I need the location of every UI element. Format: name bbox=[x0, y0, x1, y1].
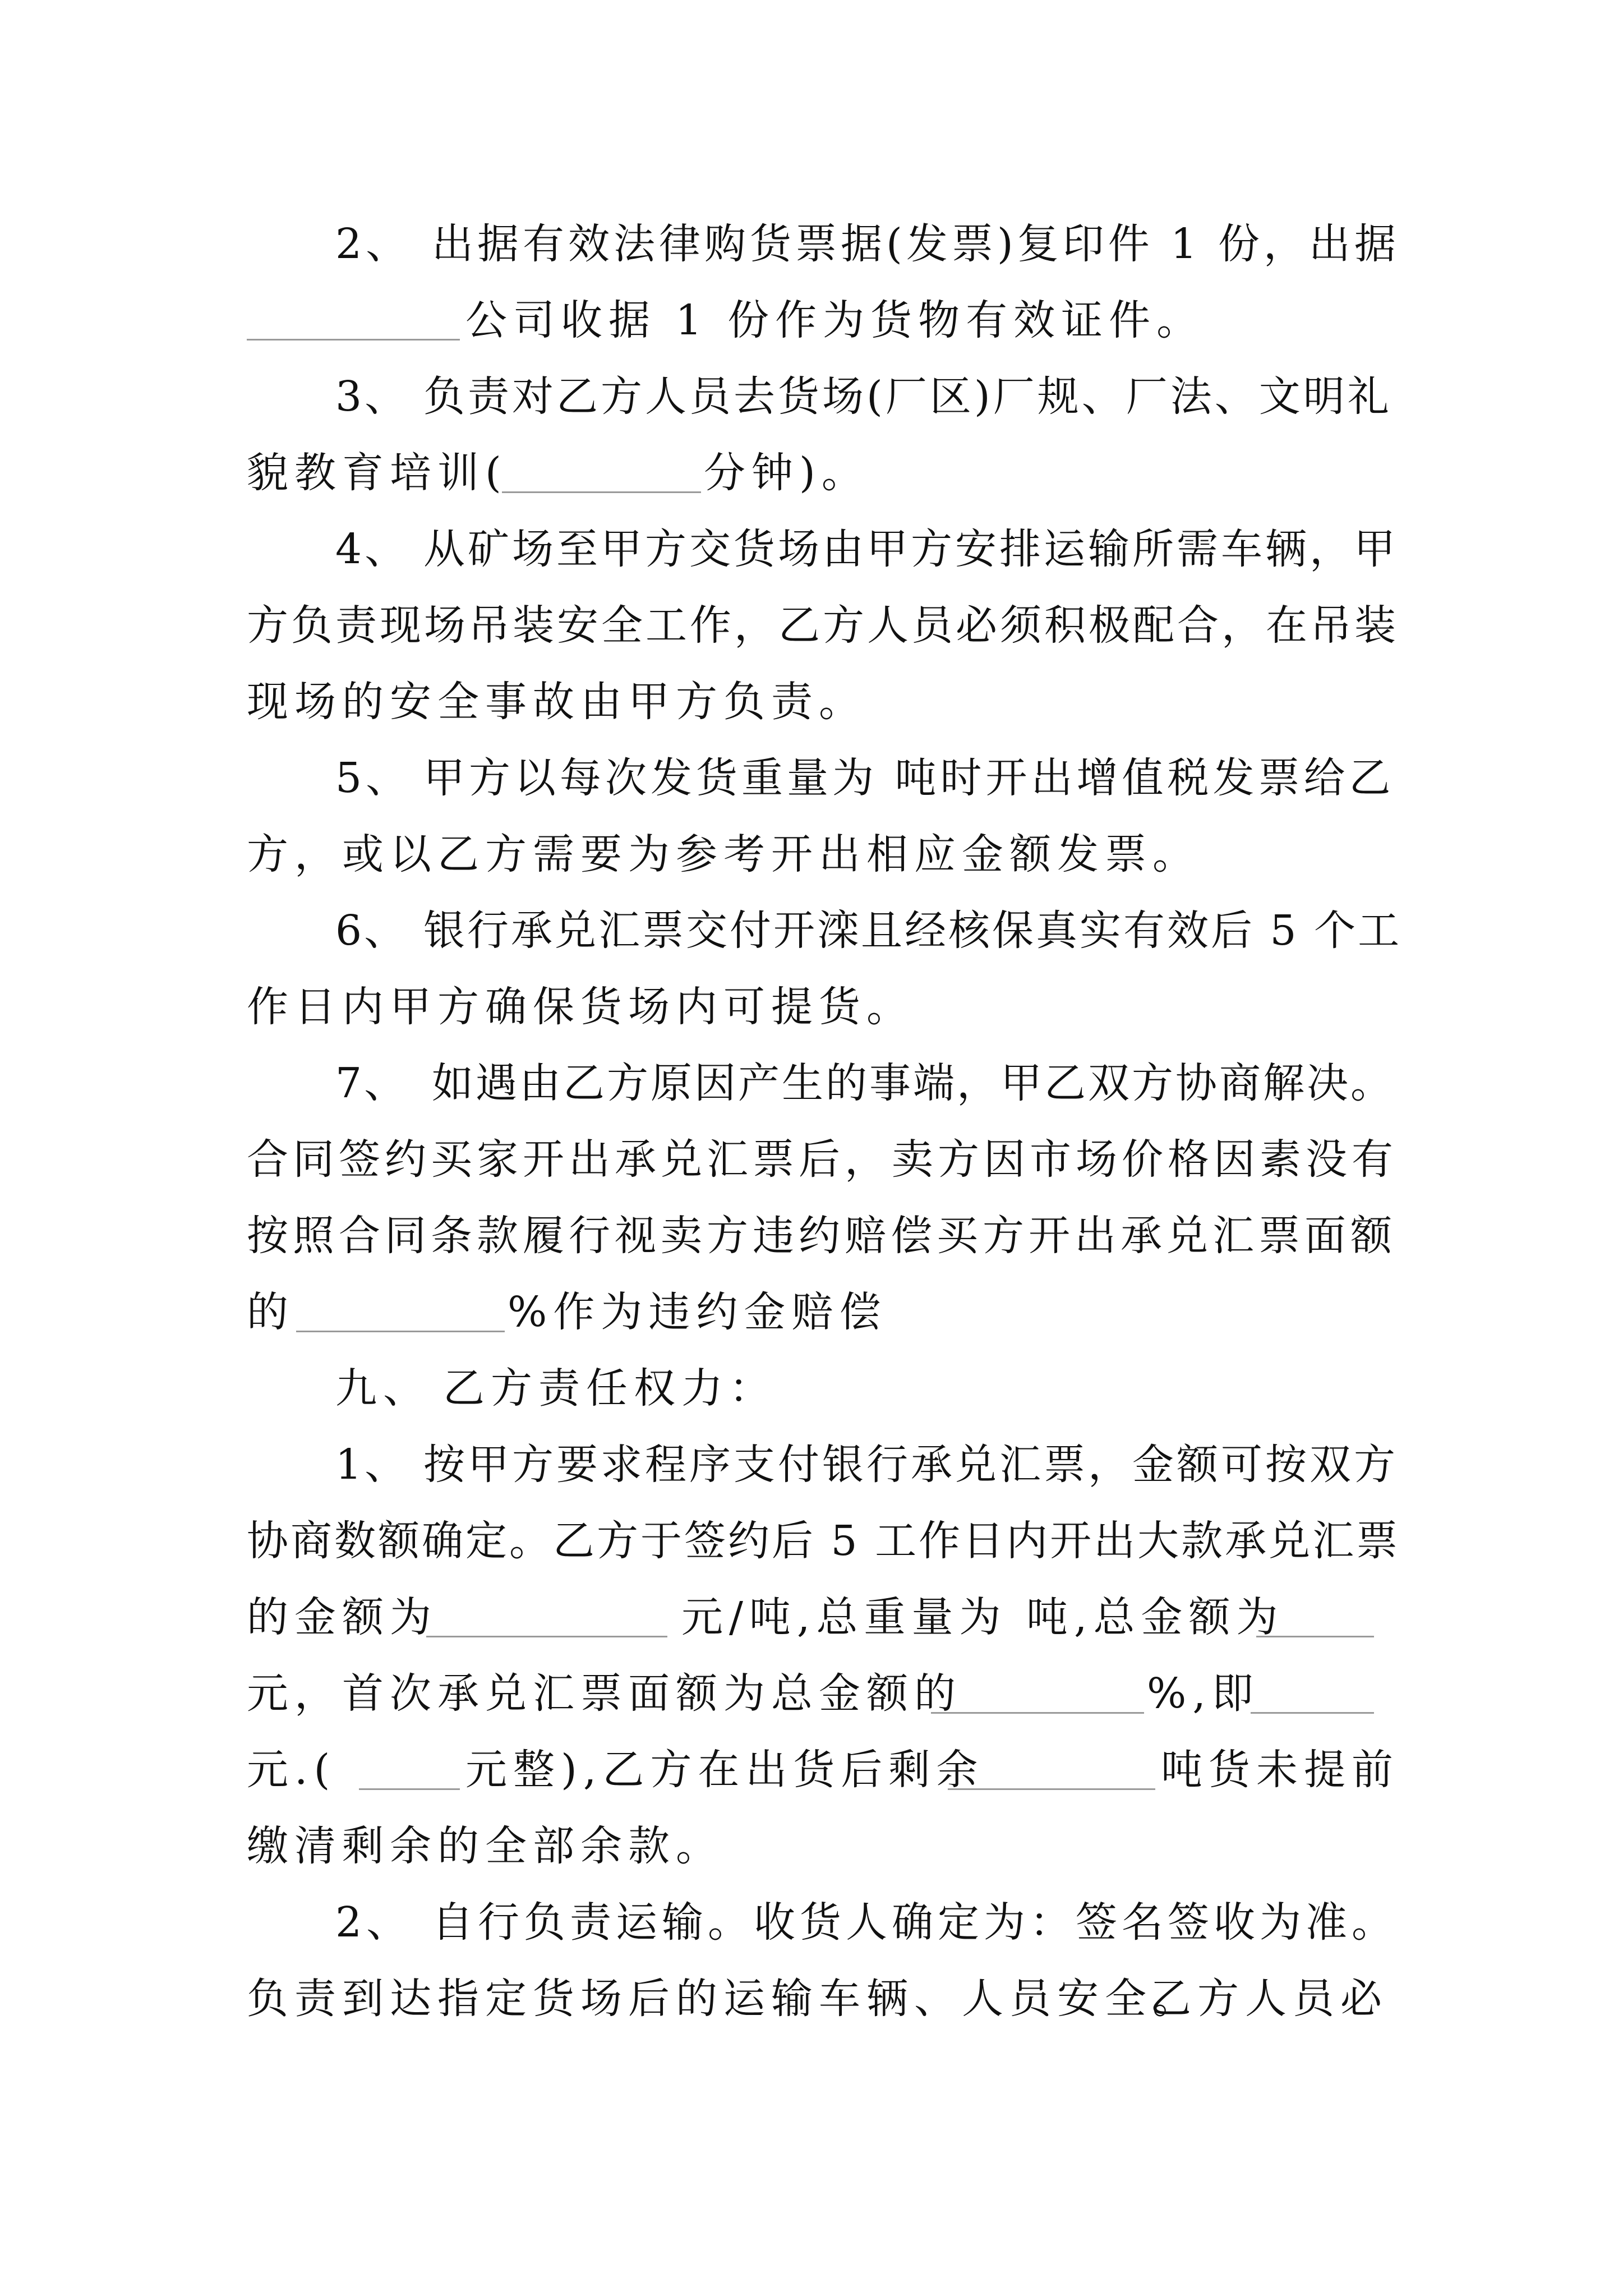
text-segment: 从矿场至甲方交货场由甲方安排运输所需车辆，甲 bbox=[423, 525, 1398, 573]
text-segment: 现场的安全事故由甲方负责。 bbox=[247, 678, 866, 726]
fill-in-blank bbox=[931, 1712, 1144, 1714]
text-segment: 貌教育培训( bbox=[247, 449, 508, 497]
item-number: 1、 bbox=[335, 1441, 409, 1489]
paragraph-4-line-1 bbox=[0, 507, 1623, 591]
item-number: 4、 bbox=[335, 525, 409, 573]
paragraph-5-line-1 bbox=[0, 736, 1623, 820]
item-number: 2、 bbox=[335, 1898, 413, 1947]
text-segment: 卖方因市场价格因素没有 bbox=[892, 1135, 1398, 1184]
text-segment: 的 bbox=[247, 1288, 294, 1336]
paragraph-2-line-2 bbox=[0, 278, 1623, 362]
paragraph-7-line-2 bbox=[0, 1117, 1623, 1202]
fill-in-blank bbox=[359, 1788, 460, 1790]
text-segment: %,即 bbox=[1147, 1669, 1260, 1718]
item-number: 5、 bbox=[335, 754, 412, 802]
text-segment: 按照合同条款履行视卖方违约赔偿买方开出承兑汇票面额 bbox=[247, 1212, 1396, 1260]
fill-in-blank bbox=[1251, 1712, 1374, 1714]
text-segment: %作为违约金赔偿 bbox=[508, 1288, 887, 1336]
paragraph-7-line-3 bbox=[0, 1194, 1623, 1278]
text-segment: 合同签约买家开出承兑汇票后， bbox=[247, 1135, 891, 1184]
section-9-item-1-line-3 bbox=[0, 1575, 1623, 1659]
fill-in-blank bbox=[426, 1636, 667, 1637]
text-segment: 作日内甲方确保货场内可提货。 bbox=[247, 983, 914, 1031]
paragraph-7-line-1 bbox=[0, 1041, 1623, 1125]
text-segment: 元，首次承兑汇票面额为总金额的 bbox=[247, 1669, 962, 1718]
paragraph-3-line-1 bbox=[0, 355, 1623, 439]
item-number: 7、 bbox=[335, 1059, 408, 1107]
item-number: 3、 bbox=[335, 372, 409, 421]
text-segment: 协商数额确定。乙方于签约后 5 工作日内开出大款承兑汇票 bbox=[247, 1517, 1400, 1565]
text-segment: 公司收据 1 份作为货物有效证件。 bbox=[465, 296, 1205, 344]
text-segment: 缴清剩余的全部余款。 bbox=[247, 1822, 723, 1870]
section-9-item-1-line-6 bbox=[0, 1804, 1623, 1888]
section-9-item-2-line-1 bbox=[0, 1880, 1623, 1964]
section-number: 九、 bbox=[335, 1364, 431, 1412]
section-9-item-1-line-1 bbox=[0, 1423, 1623, 1507]
paragraph-6-line-1 bbox=[0, 889, 1623, 973]
text-segment: 自行负责运输。收货人确定为：签名签收为准。 bbox=[432, 1898, 1398, 1947]
paragraph-7-line-4 bbox=[0, 1270, 1623, 1354]
fill-in-blank bbox=[247, 339, 460, 341]
section-9-item-1-line-4 bbox=[0, 1651, 1623, 1736]
text-segment: 乙方人员必 bbox=[1150, 1975, 1388, 2023]
text-segment: 出据有效法律购货票据(发票)复印件 1 份，出据 bbox=[432, 220, 1400, 268]
paragraph-4-line-2 bbox=[0, 583, 1623, 668]
text-segment: 负责对乙方人员去货场(厂区)厂规、厂法、文明礼 bbox=[423, 372, 1392, 421]
section-9-heading bbox=[0, 1346, 1623, 1430]
text-segment: 银行承兑汇票交付开滦且经核保真实有效后 5 个工 bbox=[423, 907, 1402, 955]
item-number: 2、 bbox=[335, 220, 412, 268]
text-segment: 元/吨,总重量为 吨,总金额为 bbox=[681, 1593, 1284, 1641]
section-9-item-2-line-2 bbox=[0, 1957, 1623, 2041]
text-segment: 按甲方要求程序支付银行承兑汇票，金额可按双方 bbox=[423, 1441, 1398, 1489]
text-segment: 的金额为 bbox=[247, 1593, 437, 1641]
fill-in-blank bbox=[1256, 1636, 1374, 1637]
paragraph-2-line-1 bbox=[0, 202, 1623, 286]
fill-in-blank bbox=[502, 491, 701, 493]
text-segment: 分钟)。 bbox=[704, 449, 869, 497]
item-number: 6、 bbox=[335, 907, 408, 955]
text-segment: 甲方以每次发货重量为 吨时开出增值税发票给乙 bbox=[423, 754, 1395, 802]
section-title: 乙方责任权力： bbox=[443, 1364, 777, 1412]
paragraph-3-line-2 bbox=[0, 431, 1623, 515]
section-9-item-1-line-2 bbox=[0, 1499, 1623, 1583]
paragraph-6-line-2 bbox=[0, 965, 1623, 1049]
fill-in-blank bbox=[948, 1788, 1155, 1790]
text-segment: 吨货未提前 bbox=[1161, 1746, 1399, 1794]
text-segment: 方，或以乙方需要为参考开出相应金额发票。 bbox=[247, 830, 1200, 878]
paragraph-5-line-2 bbox=[0, 812, 1623, 896]
fill-in-blank bbox=[296, 1331, 505, 1332]
text-segment: 方负责现场吊装安全工作，乙方人员必须积极配合，在吊装 bbox=[247, 601, 1399, 650]
text-segment: 如遇由乙方原因产生的事端，甲乙双方协商解决。 bbox=[432, 1059, 1394, 1107]
paragraph-4-line-3 bbox=[0, 660, 1623, 744]
section-9-item-1-line-5 bbox=[0, 1728, 1623, 1812]
text-segment: 元.( bbox=[247, 1746, 336, 1794]
text-segment: 负责到达指定货场后的运输车辆、人员安全。 bbox=[247, 1975, 1200, 2023]
text-segment: 元整),乙方在出货后剩余 bbox=[465, 1746, 984, 1794]
